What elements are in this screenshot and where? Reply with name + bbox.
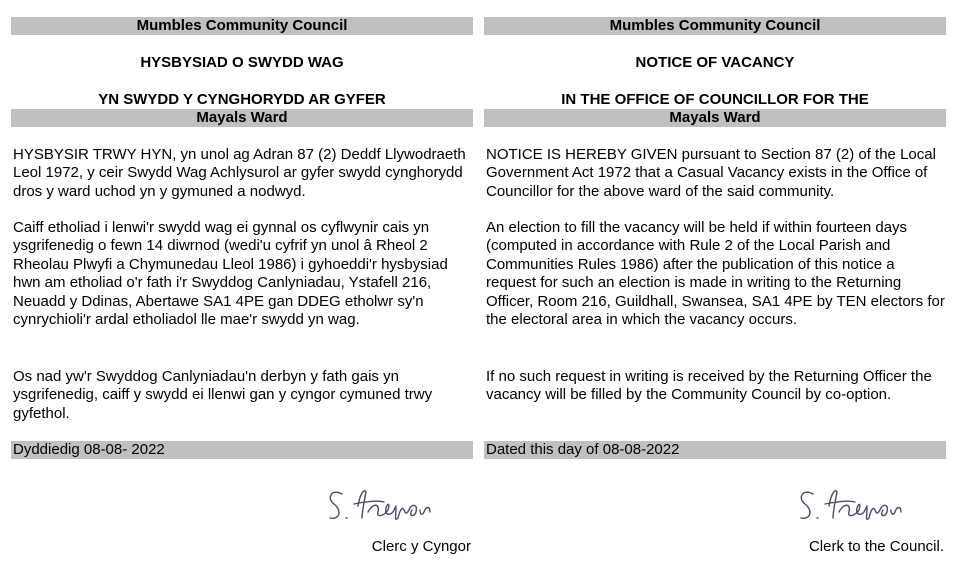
notice-paragraph-2: Caiff etholiad i lenwi'r swydd wag ei gynnal os cyflwynir cais yn ysgrifenedig o fewn 14 diwrnod (wedi'u cyfrif yn unol â Rheol 2 Rheolau Plwyfi a Chymunedau Lleol 1986) i gyhoeddi'r hysbysiad hwn am etholiad o'r fath i'r Swyddog Canlyniadau, Ystafell 216, Neuadd y Ddinas, Abertawe SA1 4PE gan DDEG etholwr sy'n cynrychioli'r ardal etholiadol lle mae'r swydd yn wag. [13,219,448,329]
english-notice [484,0,946,572]
clerk-title: Clerk to the Council. [808,538,944,555]
notice-paragraph-3: If no such request in writing is received by the Returning Officer the vacancy will be filled by the Community Council by co-option. [486,368,932,404]
notice-subtitle: YN SWYDD Y CYNGHORYDD AR GYFER [98,91,386,108]
notice-paragraph-1: NOTICE IS HEREBY GIVEN pursuant to Section 87 (2) of the Local Government Act 1972 that a Casual Vacancy exists in the Office of Councillor for the above ward of the said community. [486,146,936,200]
notice-paragraph-2: An election to fill the vacancy will be held if within fourteen days (computed in accordance with Rule 2 of the Local Parish and Communities Rules 1986) after the publication of this notice a request for such an election is made in writing to the Returning Officer, Room 216, Guildhall, Swansea, SA1 4PE by TEN electors for the electoral area in which the vacancy occurs. [486,219,945,329]
welsh-notice [11,0,473,572]
dated-bar: Dated this day of 08-08-2022 [484,441,946,459]
notice-paragraph-1: HYSBYSIR TRWY HYN, yn unol ag Adran 87 (2) Deddf Llywodraeth Leol 1972, y ceir Swydd Wag Achlysurol ar gyfer swydd cynghorydd dros y ward uchod yn y gymuned a nodwyd. [13,146,466,200]
council-name-bar: Mumbles Community Council [11,17,473,35]
notice-paragraph-3: Os nad yw'r Swyddog Canlyniadau'n derbyn y fath gais yn ysgrifenedig, caiff y swydd ei llenwi gan y cyngor cymuned trwy gyfethol. [13,368,433,422]
ward-name-bar: Mayals Ward [484,109,946,127]
signature-image [795,482,925,532]
dated-bar: Dyddiedig 08-08- 2022 [11,441,473,459]
signature-image [324,482,454,532]
notice-title: HYSBYSIAD O SWYDD WAG [140,54,344,71]
notice-subtitle: IN THE OFFICE OF COUNCILLOR FOR THE [561,91,869,108]
council-name-bar: Mumbles Community Council [484,17,946,35]
notice-title: NOTICE OF VACANCY [635,54,795,71]
ward-name-bar: Mayals Ward [11,109,473,127]
clerk-title: Clerc y Cyngor [371,538,471,555]
